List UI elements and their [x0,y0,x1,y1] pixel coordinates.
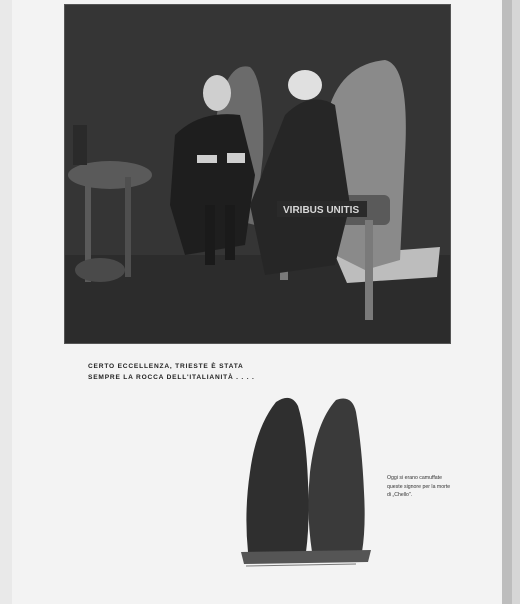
veiled-figure-left [246,398,308,552]
page-edge-right [502,0,512,604]
top-illustration [64,4,451,344]
veiled-figure-right [308,399,364,553]
chair-inscription: VIRIBUS UNITIS [283,205,360,216]
main-caption [88,361,288,383]
side-caption-line-3: di „Chello". [387,492,413,498]
main-caption-line-2: SEMPRE LA ROCCA DELL'ITALIANITÀ . . . . [88,374,255,381]
bottom-illustration [236,392,376,570]
side-caption [387,474,467,500]
page-edge-left [0,0,12,604]
side-caption-line-2: queste signore per la morte [387,483,451,490]
side-caption-line-1: Oggi si erano camuffate [387,475,442,481]
main-caption-line-1: CERTO ECCELLENZA, TRIESTE È STATA [88,363,244,370]
